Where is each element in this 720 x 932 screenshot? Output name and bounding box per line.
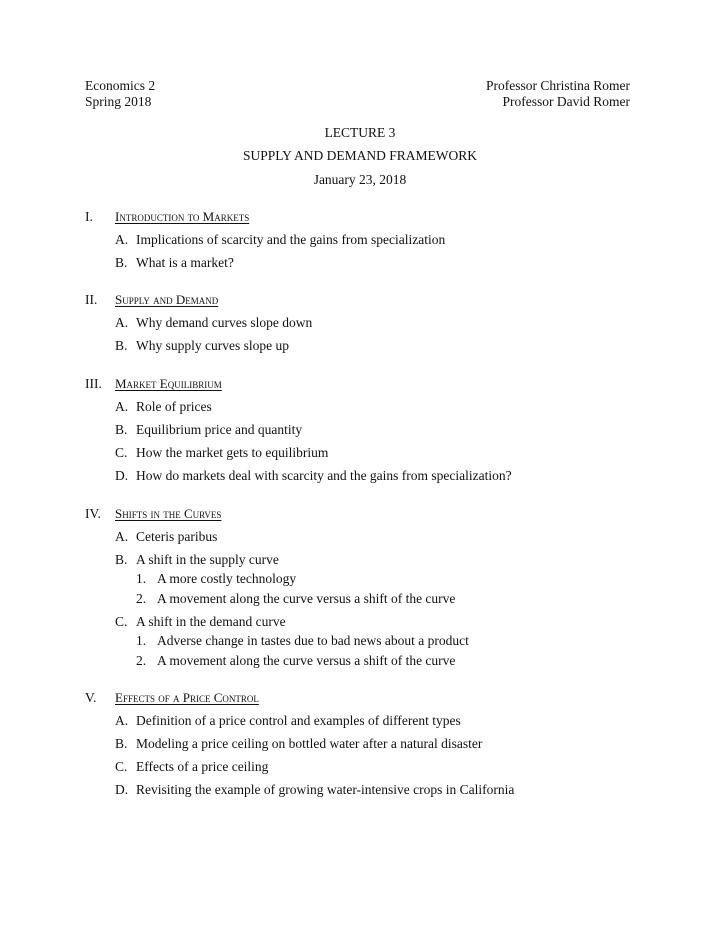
item-text: Effects of a price ceiling <box>136 759 269 774</box>
item-letter: D. <box>115 782 129 797</box>
section-numeral: V. <box>85 690 97 705</box>
section-title: Market Equilibrium <box>115 376 222 391</box>
item-text: Role of prices <box>136 399 212 414</box>
subitem-number: 1. <box>136 633 147 648</box>
section-title: Supply and Demand <box>115 292 219 307</box>
item-letter: B. <box>115 338 128 353</box>
subitem-number: 2. <box>136 653 147 668</box>
section-numeral: II. <box>85 292 98 307</box>
lecture-number: LECTURE 3 <box>324 125 396 140</box>
subitem-number: 2. <box>136 591 147 606</box>
subitem-text: A more costly technology <box>157 571 297 586</box>
item-text: How the market gets to equilibrium <box>136 445 329 460</box>
section-title: Shifts in the Curves <box>115 506 222 521</box>
item-letter: A. <box>115 529 129 544</box>
item-letter: C. <box>115 759 128 774</box>
item-text: What is a market? <box>136 255 234 270</box>
course-name: Economics 2 <box>85 78 156 93</box>
item-text: Why demand curves slope down <box>136 315 313 330</box>
subitem-text: Adverse change in tastes due to bad news about a product <box>157 633 469 648</box>
term: Spring 2018 <box>85 94 152 109</box>
item-letter: B. <box>115 552 128 567</box>
subitem-text: A movement along the curve versus a shift of the curve <box>157 653 456 668</box>
item-text: Implications of scarcity and the gains from specialization <box>136 232 446 247</box>
lecture-topic: SUPPLY AND DEMAND FRAMEWORK <box>242 148 478 163</box>
subitem-number: 1. <box>136 571 147 586</box>
section-numeral: IV. <box>85 506 101 521</box>
item-letter: B. <box>115 255 128 270</box>
item-letter: A. <box>115 232 129 247</box>
professor-1: Professor Christina Romer <box>486 78 630 93</box>
item-letter: C. <box>115 614 128 629</box>
item-text: How do markets deal with scarcity and the gains from specialization? <box>136 468 512 483</box>
item-text: Definition of a price control and examples of different types <box>136 713 461 728</box>
item-text: A shift in the demand curve <box>136 614 286 629</box>
item-letter: B. <box>115 736 128 751</box>
item-letter: A. <box>115 399 129 414</box>
section-title: Effects of a Price Control <box>115 690 259 705</box>
item-letter: D. <box>115 468 129 483</box>
item-letter: C. <box>115 445 128 460</box>
section-numeral: III. <box>85 376 102 391</box>
item-text: Revisiting the example of growing water-intensive crops in California <box>136 782 515 797</box>
subitem-text: A movement along the curve versus a shift of the curve <box>157 591 456 606</box>
professor-2: Professor David Romer <box>502 94 630 109</box>
item-text: Equilibrium price and quantity <box>136 422 303 437</box>
lecture-date: January 23, 2018 <box>313 172 407 187</box>
item-letter: B. <box>115 422 128 437</box>
item-text: A shift in the supply curve <box>136 552 279 567</box>
item-text: Modeling a price ceiling on bottled water after a natural disaster <box>136 736 483 751</box>
item-letter: A. <box>115 315 129 330</box>
item-letter: A. <box>115 713 129 728</box>
item-text: Why supply curves slope up <box>136 338 289 353</box>
section-numeral: I. <box>85 209 93 224</box>
item-text: Ceteris paribus <box>136 529 218 544</box>
section-title: Introduction to Markets <box>115 209 250 224</box>
